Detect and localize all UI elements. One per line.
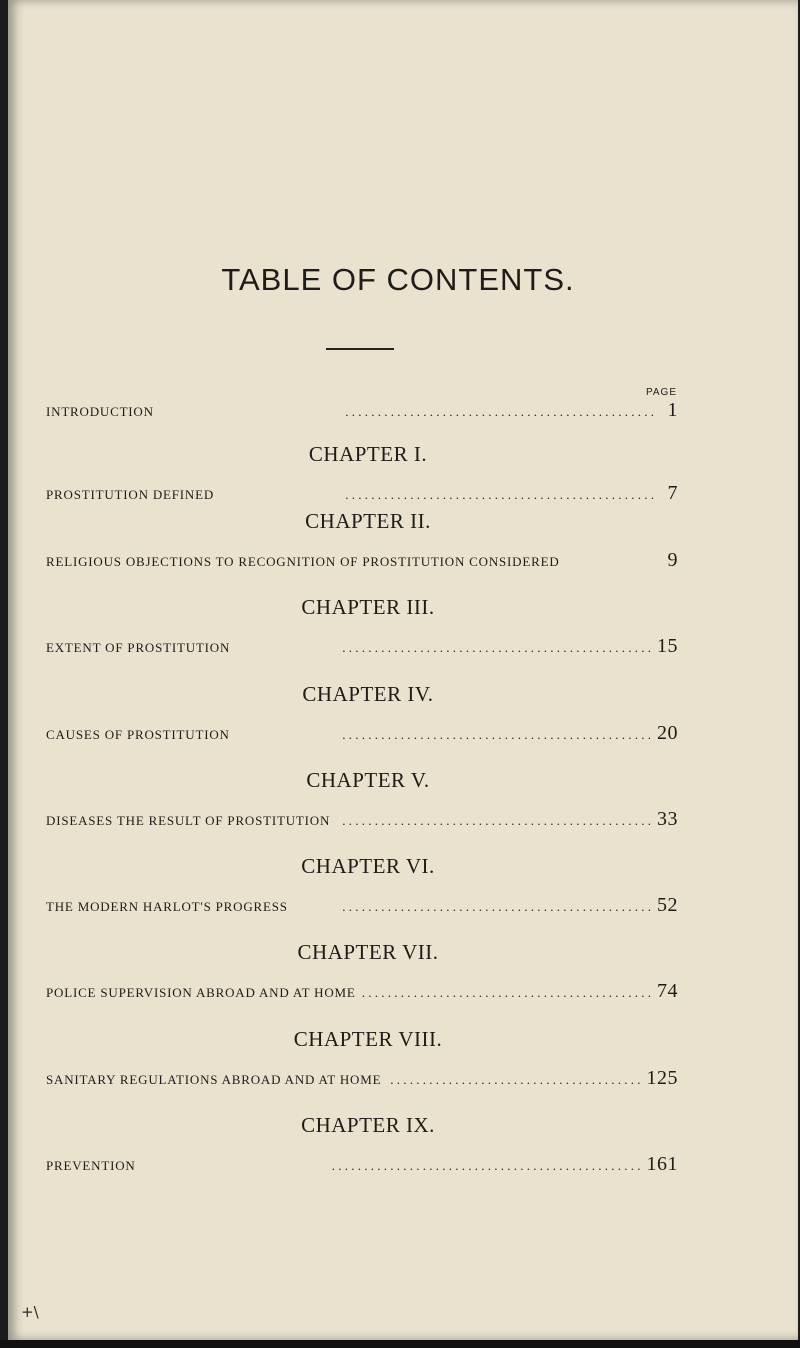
chapter-3 <box>46 595 678 658</box>
entry-page: 33 <box>657 808 678 830</box>
entry-title: INTRODUCTION <box>46 404 154 419</box>
entry-page: 15 <box>657 635 678 657</box>
chapter-heading: CHAPTER VII. <box>297 940 439 964</box>
chapter-9 <box>46 1113 678 1176</box>
book-page <box>8 0 798 1340</box>
entry-title: THE MODERN HARLOT'S PROGRESS <box>46 899 288 914</box>
chapter-heading: CHAPTER III. <box>301 595 435 619</box>
leader-dots <box>160 404 654 420</box>
chapter-heading: CHAPTER V. <box>306 768 430 792</box>
chapter-1 <box>46 442 678 505</box>
introduction-entry <box>46 399 678 422</box>
title-rule <box>326 348 394 350</box>
leader-dots <box>236 727 651 743</box>
entry-title: DISEASES THE RESULT OF PROSTITUTION <box>46 813 331 828</box>
chapter-heading: CHAPTER VIII. <box>293 1027 443 1051</box>
entry-page: 74 <box>657 980 678 1002</box>
entry-title: EXTENT OF PROSTITUTION <box>46 640 231 655</box>
leader-dots <box>387 1072 640 1088</box>
chapter-5 <box>46 768 678 831</box>
chapter-heading: CHAPTER IX. <box>301 1113 435 1137</box>
leader-dots <box>220 487 654 503</box>
chapter-4 <box>46 682 678 745</box>
entry-page: 1 <box>667 399 678 421</box>
chapter-2 <box>46 509 678 572</box>
leader-dots <box>236 640 651 656</box>
entry-title: PREVENTION <box>46 1158 136 1173</box>
page-title: TABLE OF CONTENTS. <box>221 262 575 297</box>
entry-page: 9 <box>667 549 678 571</box>
chapter-7 <box>46 940 678 1003</box>
leader-dots <box>294 899 651 915</box>
entry-title: PROSTITUTION DEFINED <box>46 487 215 502</box>
entry-page: 52 <box>657 894 678 916</box>
leader-dots <box>362 985 651 1001</box>
entry-page: 20 <box>657 722 678 744</box>
pencil-mark: +\ <box>21 1303 39 1321</box>
chapter-heading: CHAPTER II. <box>305 509 431 533</box>
chapter-8 <box>46 1027 678 1090</box>
leader-dots <box>142 1158 641 1174</box>
entry-page: 7 <box>667 482 678 504</box>
chapter-heading: CHAPTER VI. <box>301 854 435 878</box>
chapter-heading: CHAPTER IV. <box>302 682 434 706</box>
page-column-label: PAGE <box>645 387 677 398</box>
entry-title: RELIGIOUS OBJECTIONS TO RECOGNITION OF PROSTITUTION CONSIDERED <box>46 554 560 569</box>
entry-title: SANITARY REGULATIONS ABROAD AND AT HOME <box>46 1072 382 1087</box>
entry-title: POLICE SUPERVISION ABROAD AND AT HOME <box>46 985 356 1000</box>
entry-page: 161 <box>646 1153 678 1175</box>
chapter-6 <box>46 854 678 917</box>
page-bottom-edge <box>0 1340 800 1348</box>
entry-page: 125 <box>646 1067 678 1089</box>
chapter-heading: CHAPTER I. <box>308 442 428 466</box>
leader-dots <box>336 813 651 829</box>
entry-title: CAUSES OF PROSTITUTION <box>46 727 230 742</box>
